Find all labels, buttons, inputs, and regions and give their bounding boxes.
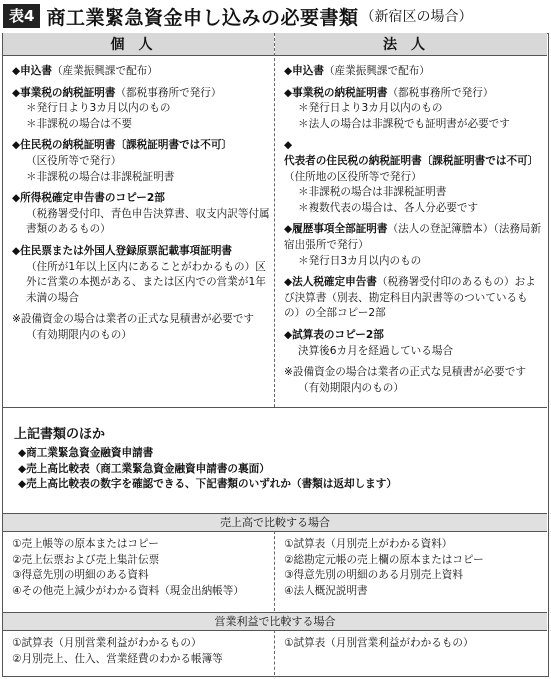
requirement-note: ＊非課税の場合は不要 — [26, 117, 132, 130]
requirement-title: 試算表のコピー2部 — [292, 328, 384, 341]
profit-divider — [274, 630, 275, 675]
requirement-detail: （税務署受付印のあるもの）および決算書（別表、勘定科目内訳書等のついているもの）の全部コピー2部 — [284, 276, 536, 320]
requirement-detail: （産業振興課で配布） — [323, 65, 430, 77]
other-document-item: ◆商工業緊急資金融資申請書 — [18, 447, 154, 459]
requirement-item — [284, 222, 542, 269]
requirement-title: 住民票または外国人登録原票記載事項証明書 — [20, 244, 233, 257]
page-subtitle: （新宿区の場合） — [360, 9, 473, 25]
bullet-diamond-icon: ◆ — [12, 244, 21, 257]
requirement-heading — [284, 86, 542, 102]
requirement-item — [12, 138, 270, 185]
sales-compare-bar: 売上高で比較する場合 — [3, 513, 547, 532]
page-title: 商工業緊急資金申し込みの必要書類 — [46, 6, 359, 29]
requirement-heading — [284, 275, 542, 322]
requirement-title: 申込書 — [20, 65, 52, 77]
compare-document-item: ②総勘定元帳の売上欄の原本またはコピー — [284, 553, 484, 566]
requirement-heading — [12, 244, 270, 260]
bullet-diamond-icon: ◆ — [284, 139, 293, 152]
requirement-title: 所得税確定申告書のコピー2部 — [20, 192, 165, 205]
requirement-detail: （都税事務所で発行） — [115, 86, 222, 99]
corporate-requirements — [284, 64, 542, 396]
requirement-heading — [12, 86, 270, 102]
requirement-item — [284, 138, 542, 216]
estimate-note: ※設備資金の場合は業者の正式な見積書が必要です（有効期限内のもの） — [284, 366, 526, 394]
bullet-diamond-icon: ◆ — [12, 65, 21, 77]
requirement-item — [284, 86, 542, 133]
requirement-note: ＊非課税の場合は非課税証明書 — [298, 186, 447, 199]
sales-compare-corporate — [284, 537, 542, 599]
column-header-individual: 個人 — [3, 33, 274, 56]
profit-compare-bar: 営業利益で比較する場合 — [3, 612, 547, 631]
sales-compare-individual — [12, 537, 270, 599]
requirement-detail: （産業振興課で配布） — [51, 65, 158, 77]
requirement-item — [284, 275, 542, 322]
requirement-note: ＊発行日より3カ月以内のもの — [26, 102, 171, 115]
requirement-note: ＊複数代表の場合は、各人分必要です — [298, 201, 479, 214]
title-row — [3, 3, 472, 29]
compare-document-item: ③得意先別の明細のある月別売上資料 — [284, 569, 463, 582]
requirement-note: （税務署受付印、青色申告決算書、収支内訳等付属書類のあるもの） — [26, 207, 270, 236]
compare-document-item: ①試算表（月別営業利益がわかるもの） — [284, 637, 474, 649]
other-documents-heading: 上記書類のほか — [14, 427, 106, 442]
requirement-title: 申込書 — [292, 65, 324, 77]
requirement-heading — [12, 191, 270, 207]
requirement-detail: （法人の登記簿謄本）（法務局新宿出張所で発行） — [284, 223, 542, 251]
profit-compare-corporate — [284, 636, 542, 652]
requirement-heading — [12, 138, 270, 154]
requirement-heading — [284, 222, 542, 253]
compare-document-item: ①試算表（月別営業利益がわかるもの） — [12, 637, 202, 649]
column-divider — [274, 33, 275, 407]
section-divider — [3, 407, 547, 408]
requirement-title: 事業税の納税証明書 — [292, 86, 388, 99]
estimate-note: ※設備資金の場合は業者の正式な見積書が必要です（有効期限内のもの） — [12, 313, 254, 341]
compare-document-item: ④その他売上減少がわかる資料（現金出納帳等） — [12, 584, 244, 597]
requirement-note: ＊発行日3カ月以内のもの — [298, 254, 422, 267]
requirement-title: 履歴事項全部証明書 — [292, 223, 388, 236]
requirement-item — [284, 328, 542, 359]
requirement-note: 決算後6カ月を経過している場合 — [298, 344, 454, 357]
compare-document-item: ①売上帳等の原本またはコピー — [12, 538, 159, 550]
requirement-note: （区役所等で発行） — [26, 154, 122, 167]
requirement-title: 住民税の納税証明書〔課税証明書では不可〕 — [20, 139, 233, 152]
requirement-title: 事業税の納税証明書 — [20, 86, 116, 99]
other-documents-list — [14, 446, 397, 493]
requirement-item — [12, 244, 270, 306]
individual-requirements — [12, 64, 270, 344]
bullet-diamond-icon: ◆ — [284, 276, 293, 289]
requirement-item — [12, 86, 270, 133]
other-document-item: ◆売上高比較表の数字を確認できる、下記書類のいずれか（書類は返却します） — [18, 478, 397, 491]
requirement-note: ＊非課税の場合は非課税証明書 — [26, 170, 175, 183]
requirement-item — [284, 64, 542, 80]
bullet-diamond-icon: ◆ — [12, 86, 21, 99]
requirement-note: ＊法人の場合は非課税でも証明書が必要です — [298, 117, 510, 130]
bullet-diamond-icon: ◆ — [284, 86, 293, 99]
requirement-title: 法人税確定申告書 — [292, 276, 377, 289]
requirement-detail: （都税事務所で発行） — [387, 86, 494, 99]
requirement-note: （住所が1年以上区内にあることがわかるもの）区外に営業の本拠がある、または区内での営業が1年未満の場合 — [26, 260, 266, 304]
requirement-heading — [284, 64, 542, 80]
requirement-heading — [12, 64, 270, 80]
bullet-diamond-icon: ◆ — [12, 192, 21, 205]
compare-document-item: ④法人概況説明書 — [284, 584, 368, 597]
bullet-diamond-icon: ◆ — [12, 139, 21, 152]
bullet-diamond-icon: ◆ — [284, 328, 293, 341]
requirement-item — [12, 191, 270, 238]
column-header-corporate: 法人 — [275, 33, 547, 56]
requirement-title: 代表者の住民税の納税証明書〔課税証明書では不可〕 — [284, 154, 539, 167]
requirement-item — [12, 64, 270, 80]
requirement-heading — [284, 138, 542, 185]
requirement-detail: （住所地の区役所等で発行） — [284, 170, 422, 183]
sales-divider — [274, 531, 275, 611]
requirement-note: ＊発行日より3カ月以内のもの — [298, 102, 443, 115]
table-number-badge: 表4 — [3, 4, 40, 28]
compare-document-item: ②売上伝票および売上集計伝票 — [12, 553, 160, 566]
profit-compare-individual — [12, 636, 270, 667]
bullet-diamond-icon: ◆ — [284, 65, 293, 77]
compare-document-item: ③得意先別の明細のある資料 — [12, 569, 149, 582]
compare-document-item: ②月別売上、仕入、営業経費のわかる帳簿等 — [12, 652, 223, 665]
compare-document-item: ①試算表（月別売上がわかる資料） — [284, 538, 453, 550]
other-document-item: ◆売上高比較表（商工業緊急資金融資申請書の裏面） — [18, 462, 270, 475]
requirement-heading — [284, 328, 542, 344]
bullet-diamond-icon: ◆ — [284, 223, 293, 236]
